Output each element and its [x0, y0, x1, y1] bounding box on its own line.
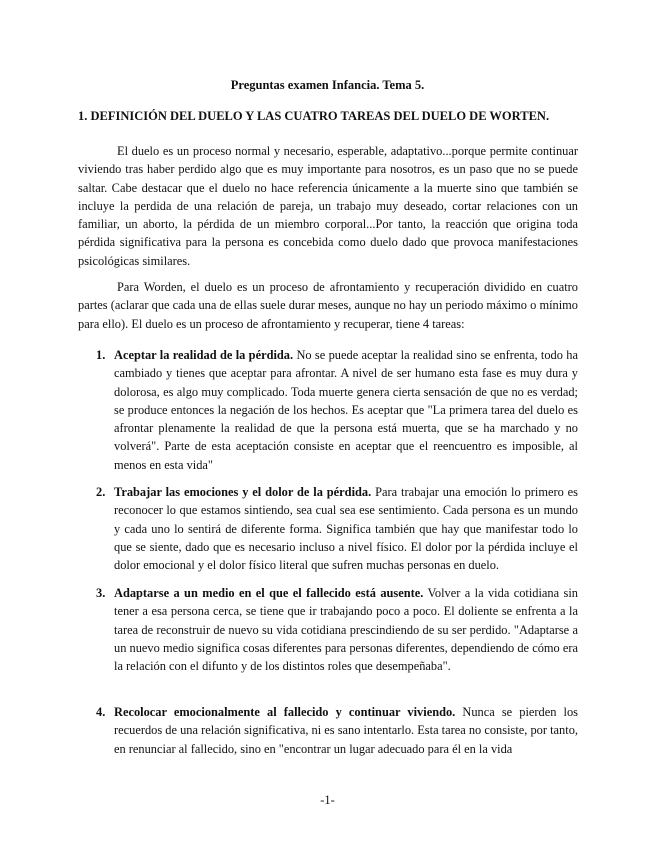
task-item — [78, 703, 578, 758]
task-item — [78, 483, 578, 574]
paragraph-worden-intro: Para Worden, el duelo es un proceso de afrontamiento y recuperación dividido en cuatro partes (aclarar que cada una de ellas suele durar meses, aunque no hay un periodo máximo o mínimo para ello). El duelo es un proceso de afrontamiento y recuperar, tiene 4 tareas: — [78, 280, 578, 331]
task-number: 2. — [96, 485, 106, 499]
task-item — [78, 346, 578, 474]
task-text: Nunca se pierden los recuerdos de una relación significativa, ni es sano intentarlo. Esta tarea no consiste, por tanto, en renunciar al fallecido, sino en "encontrar un lugar adecuado para él en la vida — [114, 705, 579, 756]
section-heading: 1. DEFINICIÓN DEL DUELO Y LAS CUATRO TAREAS DEL DUELO DE WORTEN. — [78, 109, 550, 123]
document-title: Preguntas examen Infancia. Tema 5. — [230, 78, 425, 92]
task-text: No se puede aceptar la realidad sino se enfrenta, todo ha cambiado y tienes que aceptar para afrontar. A nivel de ser humano esta fase es muy dura y dolorosa, es algo muy complicado. Toda muerte genera cierta sensación de que no es verdad; se produce entonces la negación de los hechos. Es aceptar que "La primera tarea del duelo es afrontar plenamente la realidad de que la persona está muerta, que se ha marchado y no volverá". Parte de esta aceptación consiste en aceptar que el reencuentro es imposible, al menos en esta vida" — [114, 348, 578, 472]
task-number: 4. — [96, 705, 106, 719]
page-number: -1- — [320, 793, 335, 807]
task-item — [78, 584, 578, 675]
task-lead: Trabajar las emociones y el dolor de la pérdida. — [114, 485, 372, 499]
task-number: 1. — [96, 348, 106, 362]
task-text: Para trabajar una emoción lo primero es reconocer lo que estamos sintiendo, sea cual sea ese sentimiento. Cada persona es un mundo y cada uno lo sentirá de diferente forma. Significa también que hay que manifestar todo lo que se siente, dado que es necesario incluso a nivel físico. El dolor por la pérdida incluye el dolor emocional y el dolor físico literal que sufren muchas personas en duelo. — [114, 485, 579, 573]
paragraph-duelo-definition: El duelo es un proceso normal y necesario, esperable, adaptativo...porque permite continuar viviendo tras haber perdido algo que es muy importante para nosotros, es un paso que no se puede saltar. Cabe destacar que el duelo no hace referencia únicamente a la muerte sino que también se incluye la perdida de una relación de pareja, un trabajo muy deseado, cortar relaciones con un familiar, un aborto, la pérdida de un miembro corporal...Por tanto, la reacción que origina toda pérdida significativa para la persona es concebida como duelo dado que provoca manifestaciones psicológicas similares. — [78, 144, 578, 268]
task-lead: Aceptar la realidad de la pérdida. — [114, 348, 294, 362]
task-number: 3. — [96, 586, 106, 600]
task-lead: Recolocar emocionalmente al fallecido y continuar viviendo. — [114, 705, 456, 719]
task-text: Volver a la vida cotidiana sin tener a esa persona cerca, se tiene que ir trabajando poco a poco. El doliente se enfrenta a la tarea de reconstruir de nuevo su vida cotidiana prescindiendo de su ser perdido. "Adaptarse a un nuevo medio significa cosas diferentes para personas diferentes, dependiendo de cómo era la relación con el difunto y de los distintos roles que desempeñaba". — [114, 586, 578, 674]
task-lead: Adaptarse a un medio en el que el fallecido está ausente. — [114, 586, 424, 600]
